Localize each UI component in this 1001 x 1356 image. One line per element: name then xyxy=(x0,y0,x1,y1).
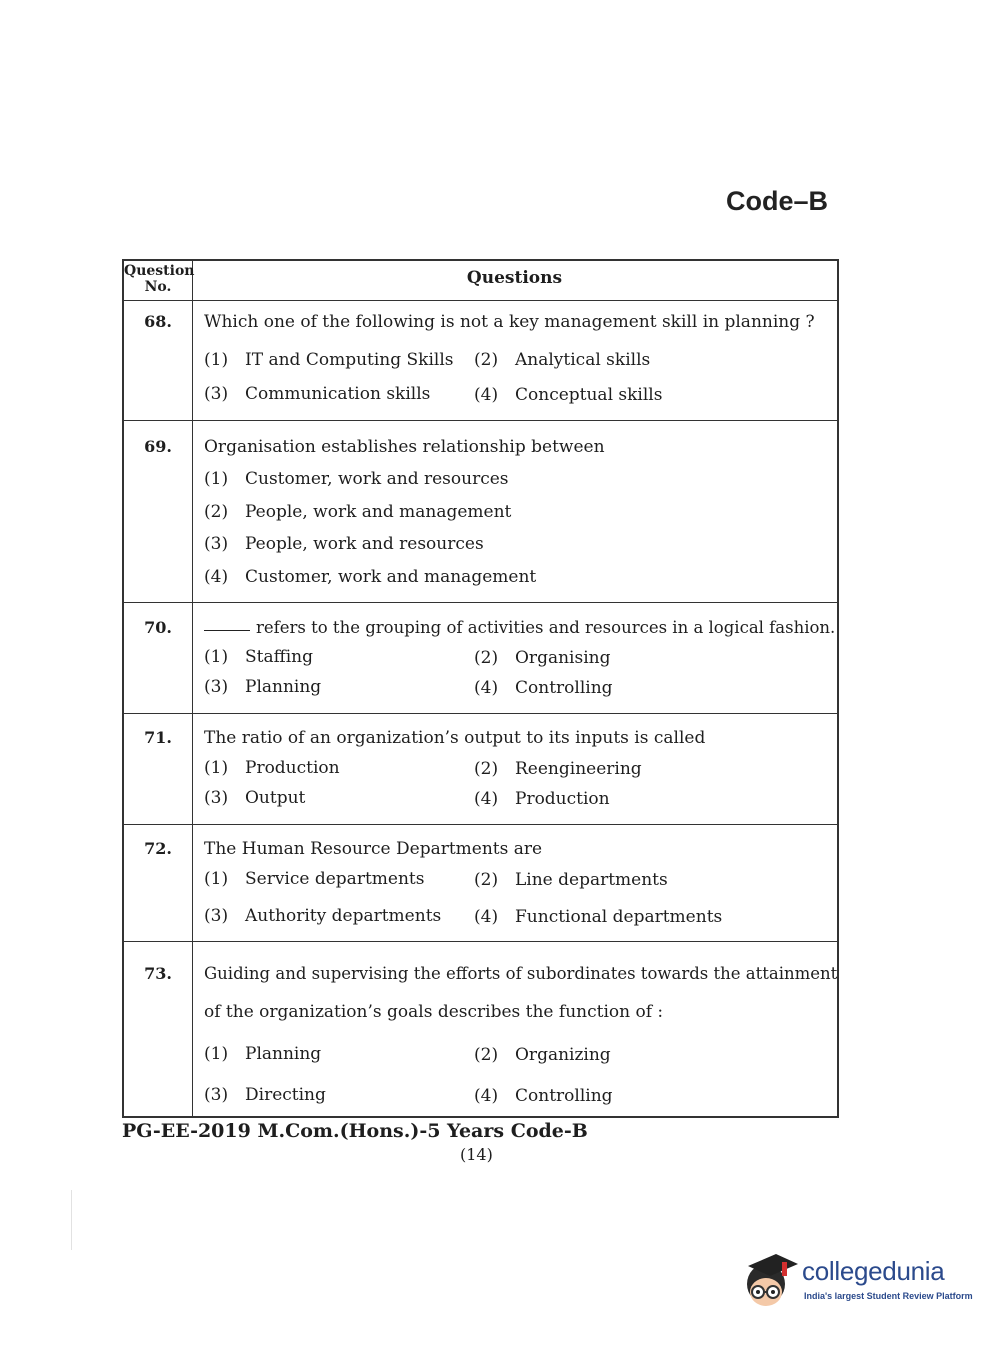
option-text: IT and Computing Skills xyxy=(245,350,454,370)
option-text: Line departments xyxy=(515,870,668,890)
option xyxy=(474,870,668,890)
option xyxy=(204,1085,326,1105)
option-text: Customer, work and management xyxy=(245,567,537,587)
question-number: 70. xyxy=(144,618,172,637)
option-number: (4) xyxy=(474,789,499,809)
question-table xyxy=(122,259,839,1118)
option-number: (3) xyxy=(204,677,229,697)
question-text: The ratio of an organization’s output to its inputs is called xyxy=(204,728,706,748)
option-text: People, work and management xyxy=(245,502,512,522)
option xyxy=(204,758,340,778)
question-number: 73. xyxy=(144,964,172,983)
option-number: (2) xyxy=(474,870,499,890)
column-header-questions: Questions xyxy=(466,268,563,288)
option-number: (2) xyxy=(474,350,499,370)
option-number: (3) xyxy=(204,534,229,554)
option-text: Communication skills xyxy=(245,384,431,404)
option xyxy=(204,788,305,808)
option xyxy=(204,567,536,587)
option-text: Organizing xyxy=(515,1045,611,1065)
option-number: (4) xyxy=(474,1086,499,1106)
option-number: (3) xyxy=(204,1085,229,1105)
option-number: (3) xyxy=(204,906,229,926)
option xyxy=(474,789,610,809)
question-text-content: refers to the grouping of activities and resources in a logical fashion. xyxy=(256,618,836,637)
row-divider xyxy=(124,602,837,603)
option-text: Organising xyxy=(515,648,611,668)
brand-tagline: India's largest Student Review Platform xyxy=(804,1291,973,1301)
brand-name: collegedunia xyxy=(802,1256,945,1286)
row-divider xyxy=(124,420,837,421)
option-text: Planning xyxy=(245,677,322,697)
option-text: Functional departments xyxy=(515,907,723,927)
option-text: Analytical skills xyxy=(515,350,651,370)
option-text: Directing xyxy=(245,1085,326,1105)
option-text: Staffing xyxy=(245,647,313,667)
option xyxy=(204,869,424,889)
question-number: 72. xyxy=(144,839,172,858)
row-divider xyxy=(124,300,837,301)
option xyxy=(204,906,441,926)
option-number: (3) xyxy=(204,384,229,404)
option-text: Controlling xyxy=(515,1086,613,1106)
option-text: Authority departments xyxy=(245,906,442,926)
option xyxy=(204,534,484,554)
option-number: (3) xyxy=(204,788,229,808)
question-number: 68. xyxy=(144,312,172,331)
option xyxy=(474,759,642,779)
column-divider xyxy=(192,261,193,1116)
question-number: 69. xyxy=(144,437,172,456)
option-number: (4) xyxy=(474,907,499,927)
option-number: (1) xyxy=(204,350,229,370)
header-qno-line2: No. xyxy=(144,279,172,295)
option xyxy=(474,678,613,698)
option-text: Conceptual skills xyxy=(515,385,663,405)
option-text: Production xyxy=(515,789,610,809)
mascot-logo-icon xyxy=(742,1252,800,1312)
option-text: Service departments xyxy=(245,869,425,889)
option xyxy=(204,350,454,370)
option-number: (2) xyxy=(204,502,229,522)
question-text: The Human Resource Departments are xyxy=(204,839,543,859)
option xyxy=(204,647,313,667)
row-divider xyxy=(124,713,837,714)
row-divider xyxy=(124,824,837,825)
page-number: (14) xyxy=(460,1145,493,1164)
option-text: Controlling xyxy=(515,678,613,698)
option xyxy=(474,350,650,370)
header-qno-line1: Question xyxy=(124,263,195,279)
option xyxy=(474,1086,613,1106)
option-number: (4) xyxy=(474,678,499,698)
option-text: People, work and resources xyxy=(245,534,484,554)
option-number: (2) xyxy=(474,1045,499,1065)
column-header-question-no xyxy=(124,263,195,295)
exam-footer: PG-EE-2019 M.Com.(Hons.)-5 Years Code-B xyxy=(122,1120,588,1142)
answer-blank xyxy=(204,630,250,631)
option-text: Customer, work and resources xyxy=(245,469,509,489)
collegedunia-watermark xyxy=(742,1252,972,1312)
option xyxy=(474,648,610,668)
option-number: (1) xyxy=(204,758,229,778)
option-number: (2) xyxy=(474,759,499,779)
option-text: Output xyxy=(245,788,306,808)
question-text-line1: Guiding and supervising the efforts of subordinates towards the attainment xyxy=(204,964,838,983)
option-number: (4) xyxy=(474,385,499,405)
option-number: (1) xyxy=(204,469,229,489)
option-number: (2) xyxy=(474,648,499,668)
option xyxy=(474,1045,611,1065)
option-number: (4) xyxy=(204,567,229,587)
question-text-line2: of the organization’s goals describes the function of : xyxy=(204,1002,664,1022)
option-number: (1) xyxy=(204,1044,229,1064)
option-text: Planning xyxy=(245,1044,322,1064)
option-number: (1) xyxy=(204,869,229,889)
question-number: 71. xyxy=(144,728,172,747)
option xyxy=(204,502,511,522)
scan-margin-line xyxy=(71,1190,72,1250)
option xyxy=(474,385,662,405)
option xyxy=(474,907,722,927)
option-text: Reengineering xyxy=(515,759,642,779)
option xyxy=(204,469,509,489)
option-text: Production xyxy=(245,758,340,778)
code-header: Code–B xyxy=(726,186,829,216)
question-text xyxy=(204,618,835,637)
option xyxy=(204,1044,321,1064)
option xyxy=(204,384,430,404)
row-divider xyxy=(124,941,837,942)
option xyxy=(204,677,321,697)
question-text: Organisation establishes relationship between xyxy=(204,437,605,457)
question-text: Which one of the following is not a key management skill in planning ? xyxy=(204,312,815,332)
option-number: (1) xyxy=(204,647,229,667)
